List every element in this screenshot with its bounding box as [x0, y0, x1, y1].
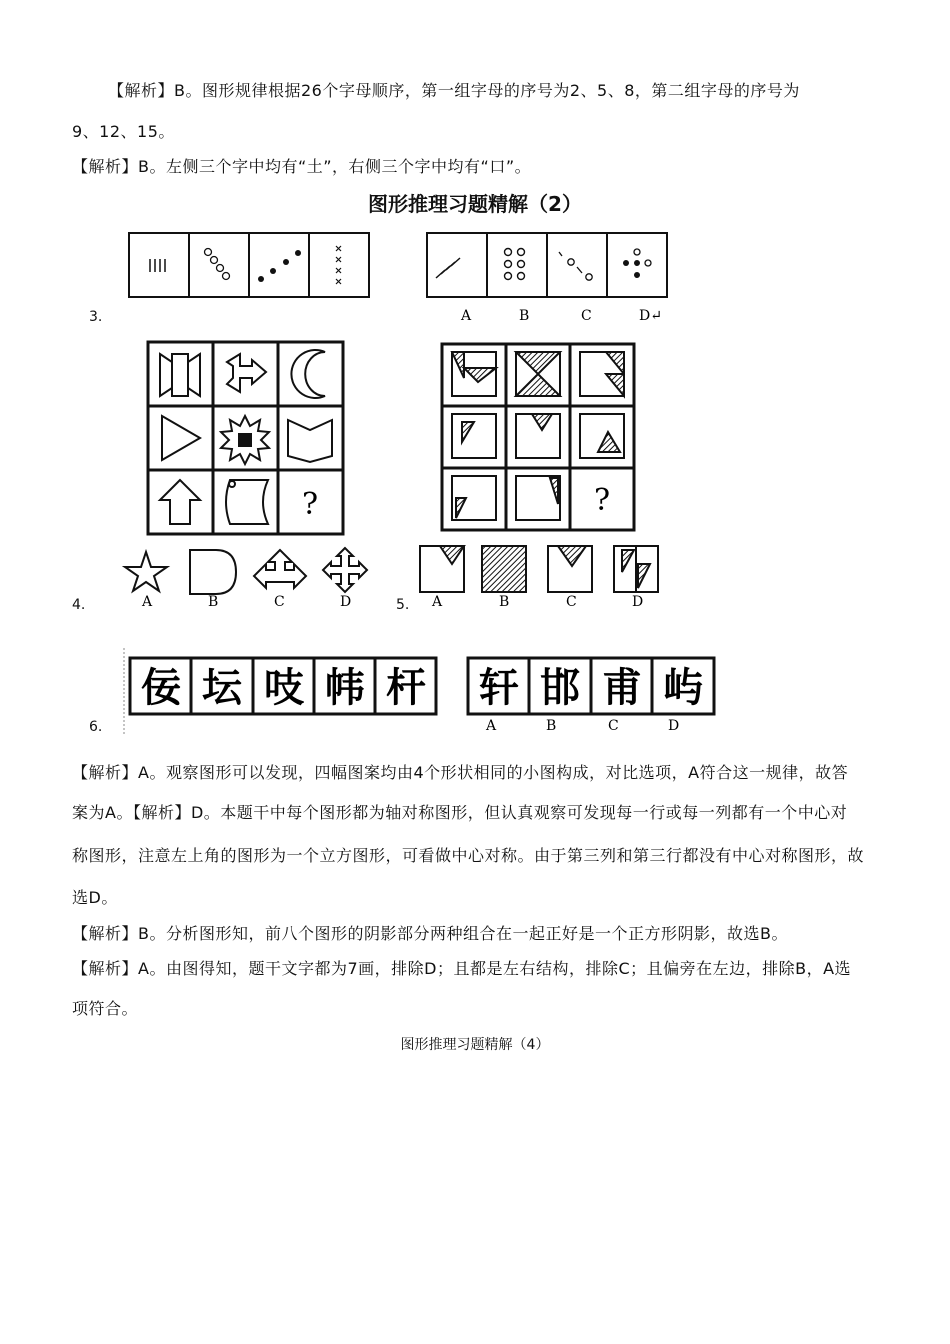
q5-option-b: B: [499, 594, 510, 610]
explanation-line-4: 选D。: [72, 888, 118, 907]
q6-stem-char-2: 坛: [202, 664, 242, 711]
q4-option-d: D: [340, 594, 352, 610]
q5-option-d: D: [632, 594, 644, 610]
q3-option-b: B: [519, 308, 530, 324]
question-3-stem-figure: [128, 232, 370, 298]
analysis-line-3: 【解析】B。左侧三个字中均有“土”，右侧三个字中均有“口”。: [72, 157, 532, 176]
q6-stem-char-4: 帏: [325, 664, 365, 711]
footer-title: 图形推理习题精解（4）: [400, 1037, 550, 1053]
explanation-line-6: 【解析】A。由图得知，题干文字都为7画，排除D；且都是左右结构，排除C；且偏旁在左边，排除B，A选: [72, 959, 852, 978]
q6-option-char-a: 轩: [479, 664, 519, 711]
q6-stem-char-3: 吱: [264, 664, 304, 711]
question-5-number: 5.: [396, 597, 410, 613]
q4-option-c: C: [274, 594, 285, 610]
explanation-line-7: 项符合。: [72, 999, 139, 1018]
q3-option-a: A: [461, 308, 472, 324]
explanation-line-1: 【解析】A。观察图形可以发现，四幅图案均由4个形状相同的小图构成，对比选项，A符合这一规律，故答: [72, 763, 849, 782]
q3-option-c: C: [581, 308, 592, 324]
section-title: 图形推理习题精解（2）: [368, 192, 582, 216]
q6-option-d: D: [668, 718, 680, 734]
q3-option-d: D↵: [639, 308, 662, 324]
q6-stem-char-5: 杆: [386, 664, 426, 711]
q4-option-a: A: [142, 594, 153, 610]
question-5-figure: [410, 338, 665, 614]
analysis-line-1: 【解析】B。图形规律根据26个字母顺序，第一组字母的序号为2、5、8，第二组字母的序号为: [108, 81, 800, 100]
q6-stem-char-1: 佞: [141, 664, 181, 711]
explanation-line-5: 【解析】B。分析图形知，前八个图形的阴影部分两种组合在一起正好是一个正方形阴影，故选B。: [72, 924, 788, 943]
q5-question-mark: ?: [593, 483, 611, 518]
question-3-options-figure: [426, 232, 668, 298]
question-6-number: 6.: [89, 719, 103, 735]
q5-option-a: A: [432, 594, 443, 610]
question-6-figure: [118, 648, 722, 738]
q5-option-c: C: [566, 594, 577, 610]
analysis-line-2: 9、12、15。: [72, 122, 175, 141]
question-4-number: 4.: [72, 597, 86, 613]
question-4-figure: [120, 338, 370, 614]
q6-option-char-c: 甫: [602, 664, 642, 711]
q6-option-b: B: [546, 718, 557, 734]
question-3-number: 3.: [89, 309, 103, 325]
q6-option-a: A: [486, 718, 497, 734]
explanation-line-2: 案为A。【解析】D。本题干中每个图形都为轴对称图形，但认真观察可发现每一行或每一列都有一个中心对: [72, 803, 848, 822]
q6-option-char-d: 屿: [663, 664, 703, 711]
explanation-line-3: 称图形，注意左上角的图形为一个立方图形，可看做中心对称。由于第三列和第三行都没有中心对称图形，故: [72, 846, 865, 865]
q6-option-char-b: 邯: [540, 664, 580, 711]
question-3-option-labels: [426, 304, 668, 326]
q4-question-mark: ?: [301, 487, 319, 522]
q4-option-b: B: [208, 594, 219, 610]
q6-option-c: C: [608, 718, 619, 734]
